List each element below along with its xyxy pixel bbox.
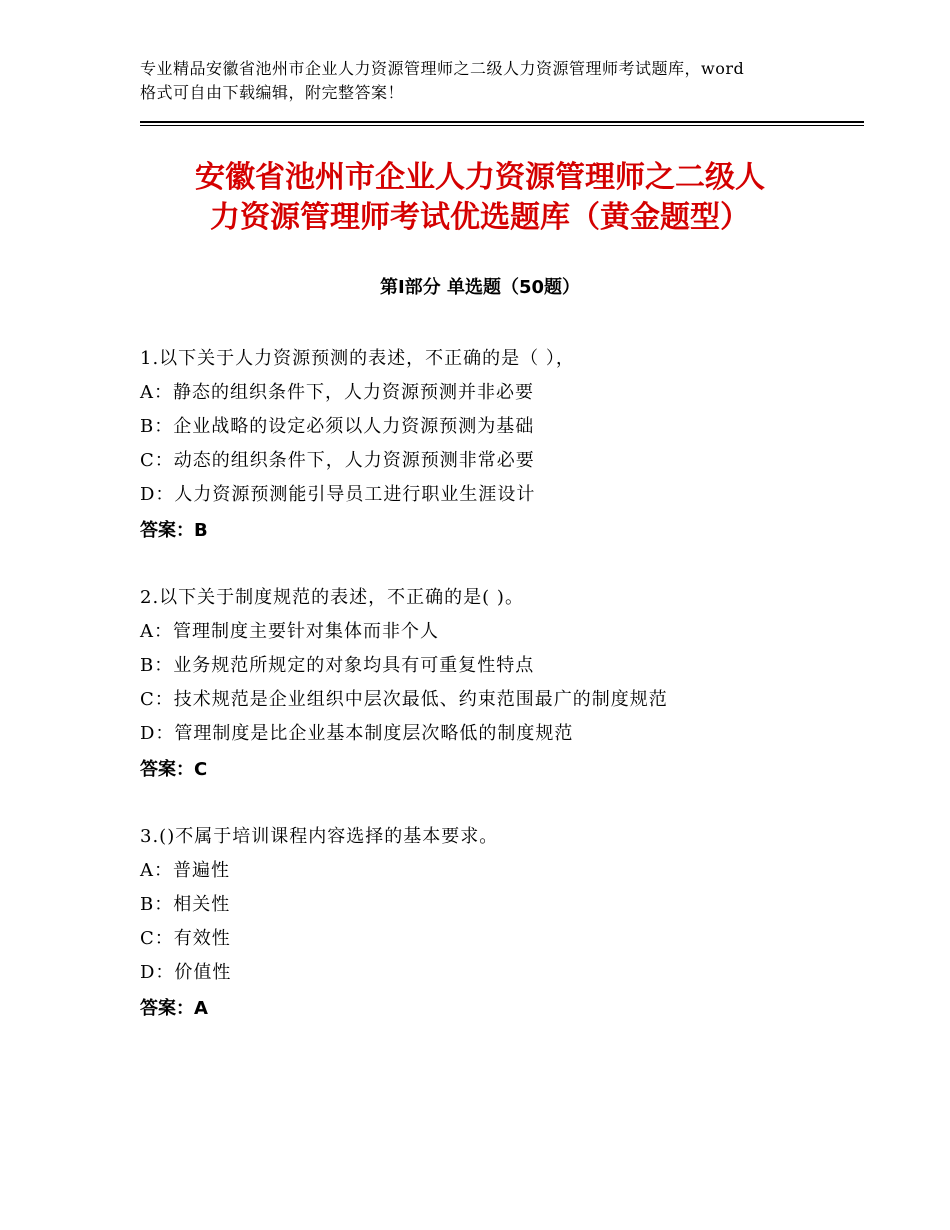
question-stem: 2.以下关于制度规范的表述，不正确的是( )。 — [140, 587, 524, 608]
document-title-line-1: 安徽省池州市企业人力资源管理师之二级人 — [195, 160, 765, 195]
question-1 — [140, 342, 860, 548]
header-note-line-2: 格式可自由下载编辑，附完整答案！ — [140, 83, 405, 102]
option-a: A：管理制度主要针对集体而非个人 — [140, 621, 439, 642]
option-c: C：技术规范是企业组织中层次最低、约束范围最广的制度规范 — [140, 689, 668, 710]
option-a: A：普遍性 — [140, 860, 230, 881]
question-stem: 1.以下关于人力资源预测的表述，不正确的是（ ）， — [140, 348, 575, 369]
header-divider-thin — [140, 125, 864, 126]
option-a: A：静态的组织条件下，人力资源预测并非必要 — [140, 382, 534, 403]
option-b: B：相关性 — [140, 894, 231, 915]
option-d: D：人力资源预测能引导员工进行职业生涯设计 — [140, 484, 536, 505]
document-title — [140, 158, 820, 238]
question-stem: 3.()不属于培训课程内容选择的基本要求。 — [140, 826, 499, 847]
option-d: D：管理制度是比企业基本制度层次略低的制度规范 — [140, 723, 574, 744]
section-title: 第Ⅰ部分 单选题（50题） — [379, 277, 580, 298]
option-c: C：动态的组织条件下，人力资源预测非常必要 — [140, 450, 535, 471]
option-c: C：有效性 — [140, 928, 231, 949]
answer: 答案：A — [140, 998, 208, 1019]
answer: 答案：B — [140, 520, 208, 541]
question-2 — [140, 581, 860, 787]
option-d: D：价值性 — [140, 962, 232, 983]
answer: 答案：C — [140, 759, 208, 780]
question-3 — [140, 820, 860, 1026]
header-note — [140, 57, 840, 105]
header-note-line-1: 专业精品安徽省池州市企业人力资源管理师之二级人力资源管理师考试题库，word — [140, 59, 745, 78]
header-divider-thick — [140, 121, 864, 123]
option-b: B：企业战略的设定必须以人力资源预测为基础 — [140, 416, 535, 437]
document-title-line-2: 力资源管理师考试优选题库（黄金题型） — [210, 200, 750, 235]
option-b: B：业务规范所规定的对象均具有可重复性特点 — [140, 655, 535, 676]
